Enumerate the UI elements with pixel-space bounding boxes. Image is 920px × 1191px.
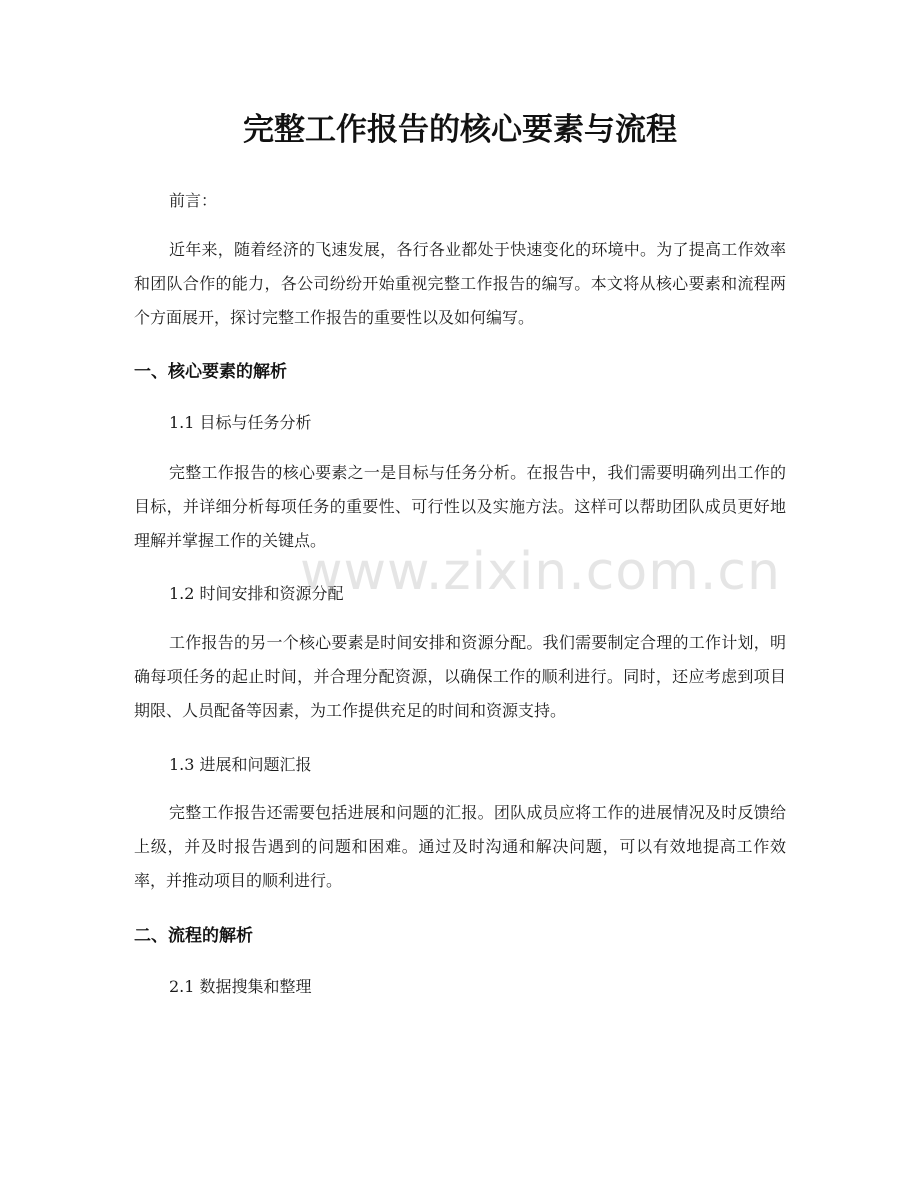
subsection-1-2-paragraph: 工作报告的另一个核心要素是时间安排和资源分配。我们需要制定合理的工作计划，明确每项任务的起止时间，并合理分配资源，以确保工作的顺利进行。同时，还应考虑到项目期限、人员配备等因素，为工作提供充足的时间和资源支持。 xyxy=(134,633,786,720)
subsection-1-3-paragraph: 完整工作报告还需要包括进展和问题的汇报。团队成员应将工作的进展情况及时反馈给上级，并及时报告遇到的问题和困难。通过及时沟通和解决问题，可以有效地提高工作效率，并推动项目的顺利进行。 xyxy=(134,803,786,890)
subsection-2-1-title: 2.1 数据搜集和整理 xyxy=(169,977,312,996)
subsection-1-3-title: 1.3 进展和问题汇报 xyxy=(169,755,312,774)
subsection-1-1-title: 1.1 目标与任务分析 xyxy=(169,413,312,432)
section-1-heading: 一、核心要素的解析 xyxy=(134,362,287,382)
preface-paragraph: 近年来，随着经济的飞速发展，各行各业都处于快速变化的环境中。为了提高工作效率和团队合作的能力，各公司纷纷开始重视完整工作报告的编写。本文将从核心要素和流程两个方面展开，探讨完整工作报告的重要性以及如何编写。 xyxy=(134,240,786,327)
preface-label: 前言： xyxy=(169,191,218,210)
section-2-heading: 二、流程的解析 xyxy=(134,926,253,946)
subsection-1-2-title: 1.2 时间安排和资源分配 xyxy=(169,584,344,603)
subsection-1-1-paragraph: 完整工作报告的核心要素之一是目标与任务分析。在报告中，我们需要明确列出工作的目标，并详细分析每项任务的重要性、可行性以及实施方法。这样可以帮助团队成员更好地理解并掌握工作的关键点。 xyxy=(134,463,786,550)
watermark: www.zixin.com.cn xyxy=(300,542,781,602)
document-title: 完整工作报告的核心要素与流程 xyxy=(243,112,677,148)
